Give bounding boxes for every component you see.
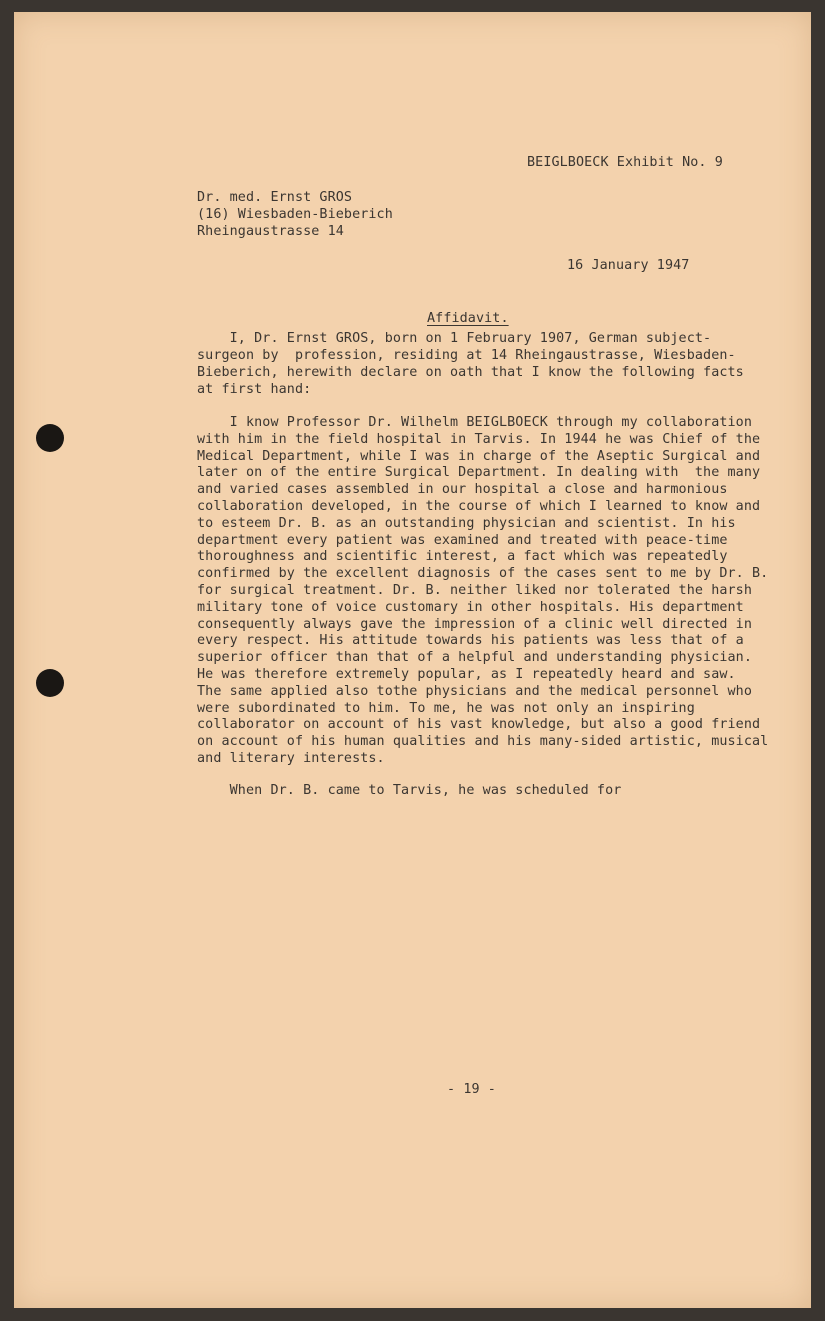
text-line: I, Dr. Ernst GROS, born on 1 February 1907, German subject- [197, 331, 712, 346]
text-line: collaboration developed, in the course of which I learned to know and [197, 499, 761, 514]
paragraph-continued: When Dr. B. came to Tarvis, he was scheduled for [197, 783, 622, 798]
text-line: for surgical treatment. Dr. B. neither liked nor tolerated the harsh [197, 583, 753, 598]
text-line: and literary interests. [197, 751, 385, 766]
exhibit-label: BEIGLBOECK Exhibit No. 9 [527, 155, 723, 170]
sender-city: (16) Wiesbaden-Bieberich [197, 207, 393, 222]
text-line: Bieberich, herewith declare on oath that I know the following facts [197, 365, 744, 380]
sender-name: Dr. med. Ernst GROS [197, 190, 353, 205]
text-line: superior officer than that of a helpful and understanding physician. [197, 650, 753, 666]
text-line: The same applied also tothe physicians and the medical personnel who [197, 683, 753, 699]
text-line: on account of his human qualities and his many-sided artistic, musical [197, 734, 769, 750]
text-line: confirmed by the excellent diagnosis of the cases sent to me by Dr. B. [197, 566, 769, 582]
text-line: consequently always gave the impression of a clinic well directed in [197, 616, 753, 632]
text-line: surgeon by profession, residing at 14 Rheingaustrasse, Wiesbaden- [197, 348, 736, 363]
text-line: Medical Department, while I was in charge of the Aseptic Surgical and [197, 448, 761, 464]
text-line: were subordinated to him. To me, he was not only an inspiring [197, 700, 695, 716]
text-line: to esteem Dr. B. as an outstanding physician and scientist. In his [197, 515, 736, 531]
text-line: collaborator on account of his vast knowledge, but also a good friend [197, 717, 761, 733]
text-line: He was therefore extremely popular, as I repeatedly heard and saw. [197, 667, 736, 682]
text-line: at first hand: [197, 382, 312, 397]
punch-hole-top [36, 424, 64, 452]
text-line: with him in the field hospital in Tarvis. In 1944 he was Chief of the [197, 431, 761, 447]
punch-hole-bottom [36, 669, 64, 697]
document-page [14, 12, 811, 1308]
text-line: department every patient was examined and treated with peace-time [197, 532, 728, 548]
text-line: and varied cases assembled in our hospital a close and harmonious [197, 482, 728, 498]
text-line: military tone of voice customary in other hospitals. His department [197, 599, 744, 615]
paragraph-intro [197, 331, 797, 401]
text-line: thoroughness and scientific interest, a fact which was repeatedly [197, 549, 728, 565]
page-number: - 19 - [447, 1082, 496, 1097]
text-line: I know Professor Dr. Wilhelm BEIGLBOECK through my collaboration [197, 415, 753, 430]
document-title: Affidavit. [427, 311, 509, 326]
paragraph-body [197, 415, 797, 775]
text-line: later on of the entire Surgical Department. In dealing with the many [197, 465, 761, 481]
document-date: 16 January 1947 [567, 258, 690, 273]
sender-street: Rheingaustrasse 14 [197, 224, 344, 239]
text-line: every respect. His attitude towards his patients was less that of a [197, 633, 744, 649]
